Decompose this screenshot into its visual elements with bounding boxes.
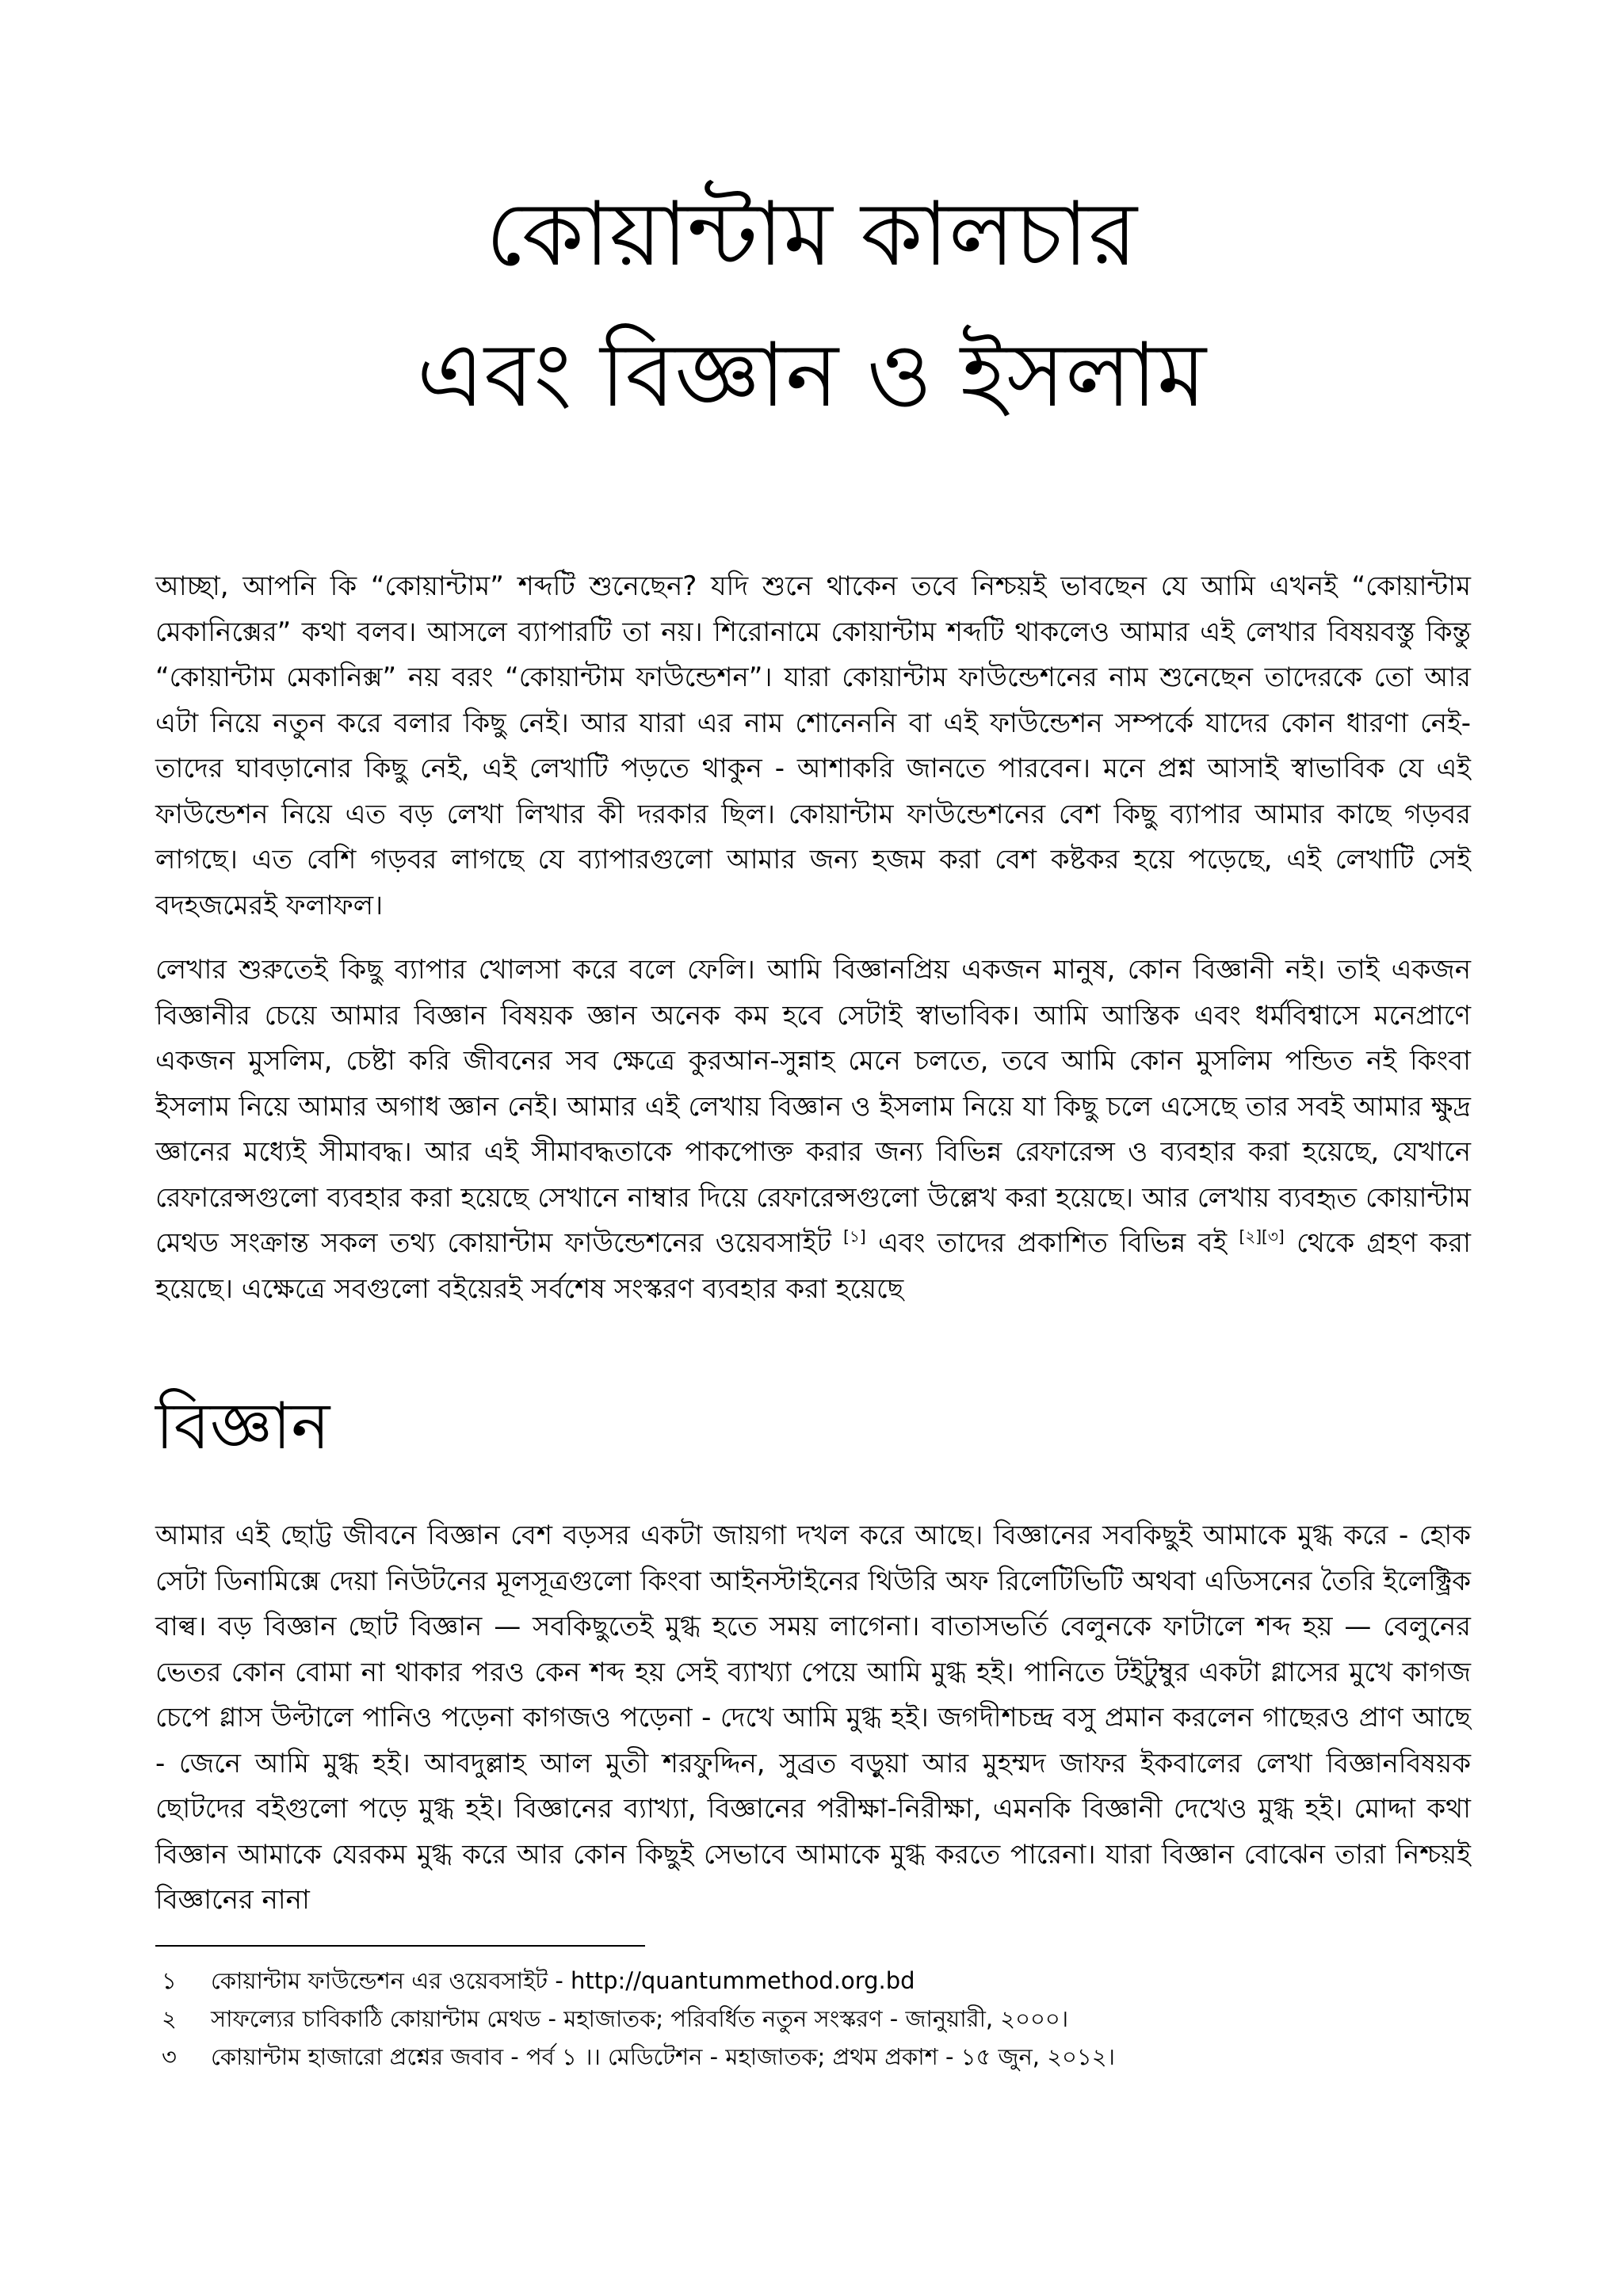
footnote-text: সাফল্যের চাবিকাঠি কোয়ান্টাম মেথড - মহাজাতক; পরিবর্ধিত নতুন সংস্করণ - জানুয়ারী, ২০০০। [211, 2005, 1069, 2032]
footnote-number: ২ [162, 2005, 177, 2032]
section-heading-science: বিজ্ঞান [155, 1389, 330, 1464]
science-paragraph: আমার এই ছোট্ট জীবনে বিজ্ঞান বেশ বড়সর একটা জায়গা দখল করে আছে। বিজ্ঞানের সবকিছুই আমাকে মুগ্ধ করে - হোক সেটা ডিনামিক্সে দেয়া নিউটনের মূলসূত্রগুলো কিংবা আইনস্টাইনের থিউরি অফ রিলেটিভিটি অথবা এডিসনের তৈরি ইলেক্ট্রিক বাল্ব। বড় বিজ্ঞান ছোট বিজ্ঞান — সবকিছুতেই মুগ্ধ হতে সময় লাগেনা। বাতাসভর্তি বেলুনকে ফাটালে শব্দ হয় — বেলুনের ভেতর কোন বোমা না থাকার পরও কেন শব্দ হয় সেই ব্যাখ্যা পেয়ে আমি মুগ্ধ হই। পানিতে টইটুম্বুর একটা গ্লাসের মুখে কাগজ চেপে গ্লাস উল্টালে পানিও পড়েনা কাগজও পড়েনা - দেখে আমি মুগ্ধ হই। জগদীশচন্দ্র বসু প্রমান করলেন গাছেরও প্রাণ আছে - জেনে আমি মুগ্ধ হই। আবদুল্লাহ আল মুতী শরফুদ্দিন, সুব্রত বড়ুয়া আর মুহম্মদ জাফর ইকবালের লেখা বিজ্ঞানবিষয়ক ছোটদের বইগুলো পড়ে মুগ্ধ হই। বিজ্ঞানের ব্যাখ্যা, বিজ্ঞানের পরীক্ষা-নিরীক্ষা, এমনকি বিজ্ঞানী দেখেও মুগ্ধ হই। মোদ্দা কথা বিজ্ঞান আমাকে যেরকম মুগ্ধ করে আর কোন কিছুই সেভাবে আমাকে মুগ্ধ করতে পারেনা। যারা বিজ্ঞান বোঝেন তারা নিশ্চয়ই বিজ্ঞানের নানা [155, 1520, 1471, 1916]
footnote-number: ১ [162, 1967, 177, 1994]
footnote-number: ৩ [162, 2043, 177, 2070]
footnote-3 [155, 2038, 1471, 2076]
intro-paragraph-1: আচ্ছা, আপনি কি “কোয়ান্টাম” শব্দটি শুনেছেন? যদি শুনে থাকেন তবে নিশ্চয়ই ভাবছেন যে আমি এখনই “কোয়ান্টাম মেকানিক্সের” কথা বলব। আসলে ব্যাপারটি তা নয়। শিরোনামে কোয়ান্টাম শব্দটি থাকলেও আমার এই লেখার বিষয়বস্তু কিন্তু “কোয়ান্টাম মেকানিক্স” নয় বরং “কোয়ান্টাম ফাউন্ডেশন”। যারা কোয়ান্টাম ফাউন্ডেশনের নাম শুনেছেন তাদেরকে তো আর এটা নিয়ে নতুন করে বলার কিছু নেই। আর যারা এর নাম শোনেননি বা এই ফাউন্ডেশন সম্পর্কে যাদের কোন ধারণা নেই- তাদের ঘাবড়ানোর কিছু নেই, এই লেখাটি পড়তে থাকুন - আশাকরি জানতে পারবেন। মনে প্রশ্ন আসাই স্বাভাবিক যে এই ফাউন্ডেশন নিয়ে এত বড় লেখা লিখার কী দরকার ছিল। কোয়ান্টাম ফাউন্ডেশনের বেশ কিছু ব্যাপার আমার কাছে গড়বর লাগছে। এত বেশি গড়বর লাগছে যে ব্যাপারগুলো আমার জন্য হজম করা বেশ কষ্টকর হয়ে পড়েছে, এই লেখাটি সেই বদহজমেরই ফলাফল। [155, 570, 1471, 921]
intro-paragraph-2-text-a: লেখার শুরুতেই কিছু ব্যাপার খোলসা করে বলে ফেলি। আমি বিজ্ঞানপ্রিয় একজন মানুষ, কোন বিজ্ঞানী নই। তাই একজন বিজ্ঞানীর চেয়ে আমার বিজ্ঞান বিষয়ক জ্ঞান অনেক কম হবে সেটাই স্বাভাবিক। আমি আস্তিক এবং ধর্মবিশ্বাসে মনেপ্রাণে একজন মুসলিম, চেষ্টা করি জীবনের সব ক্ষেত্রে কুরআন-সুন্নাহ মেনে চলতে, তবে আমি কোন মুসলিম পন্ডিত নই কিংবা ইসলাম নিয়ে আমার অগাধ জ্ঞান নেই। আমার এই লেখায় বিজ্ঞান ও ইসলাম নিয়ে যা কিছু চলে এসেছে তার সবই আমার ক্ষুদ্র জ্ঞানের মধ্যেই সীমাবদ্ধ। আর এই সীমাবদ্ধতাকে পাকপোক্ত করার জন্য বিভিন্ন রেফারেন্স ও ব্যবহার করা হয়েছে, যেখানে রেফারেন্সগুলো ব্যবহার করা হয়েছে সেখানে নাম্বার দিয়ে রেফারেন্সগুলো উল্লেখ করা হয়েছে। আর লেখায় ব্যবহৃত কোয়ান্টাম মেথড সংক্রান্ত সকল তথ্য কোয়ান্টাম ফাউন্ডেশনের ওয়েবসাইট [155, 954, 1471, 1259]
intro-paragraph-2-text-b: এবং তাদের প্রকাশিত বিভিন্ন বই [877, 1227, 1228, 1259]
footnotes [155, 1962, 1471, 2076]
footnote-text: কোয়ান্টাম হাজারো প্রশ্নের জবাব - পর্ব ১ ।। মেডিটেশন - মহাজাতক; প্রথম প্রকাশ - ১৫ জুন, ২০১২। [211, 2043, 1115, 2070]
footnote-text: কোয়ান্টাম ফাউন্ডেশন এর ওয়েবসাইট - http://quantummethod.org.bd [211, 1967, 915, 1994]
footnote-1 [155, 1962, 1471, 2000]
title-line-2: এবং বিজ্ঞান ও ইসলাম [416, 324, 1207, 427]
footnote-2 [155, 2000, 1471, 2038]
reference-marker-2-3: [২][৩] [1239, 1226, 1285, 1246]
reference-marker-1: [১] [843, 1226, 866, 1246]
title-line-1: কোয়ান্টাম কালচার [486, 183, 1137, 286]
intro-paragraph-2-text-c: থেকে গ্রহণ করা হয়েছে। এক্ষেত্রে সবগুলো বইয়েরই সর্বশেষ সংস্করণ ব্যবহার করা হয়েছে [155, 1227, 1471, 1305]
footnote-divider [155, 1945, 645, 1947]
intro-paragraph-2 [155, 948, 1471, 1312]
